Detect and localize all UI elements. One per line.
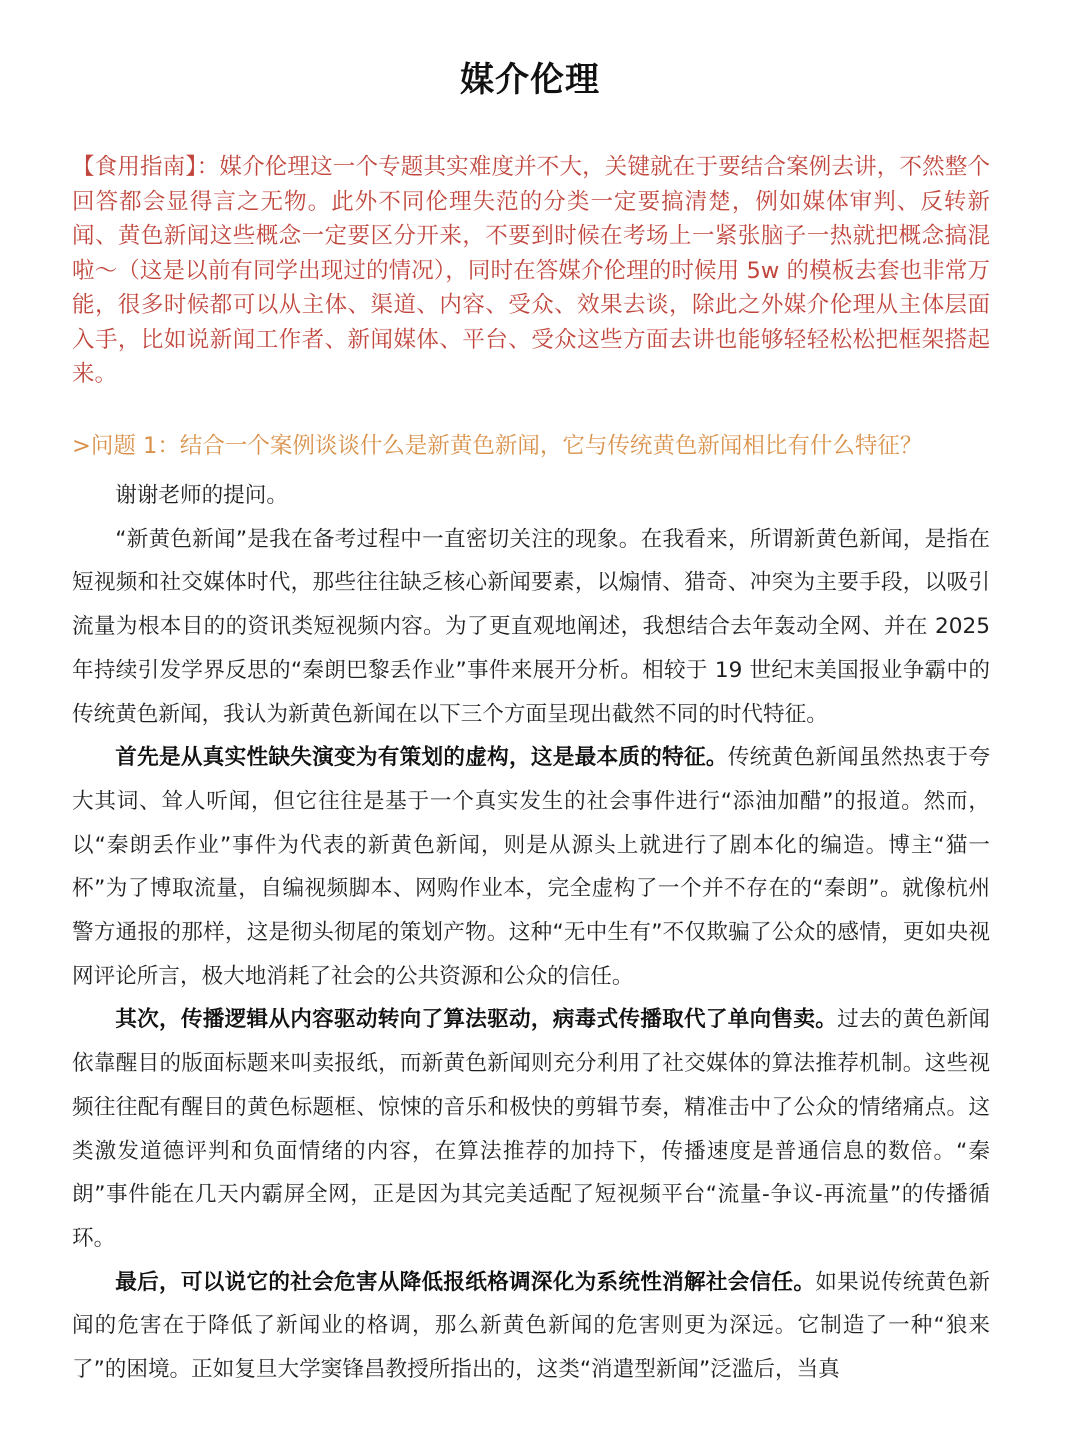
answer-paragraph xyxy=(72,998,990,1260)
answer-paragraph xyxy=(72,518,990,737)
question-heading: >问题 1：结合一个案例谈谈什么是新黄色新闻，它与传统黄色新闻相比有什么特征？ xyxy=(72,433,923,459)
answer-paragraph xyxy=(72,1261,990,1392)
usage-guide: 【食用指南】：媒介伦理这一个专题其实难度并不大，关键就在于要结合案例去讲，不然整个回答都会显得言之无物。此外不同伦理失范的分类一定要搞清楚，例如媒体审判、反转新闻、黄色新闻这些概念一定要区分开来，不要到时候在考场上一紧张脑子一热就把概念搞混啦～（这是以前有同学出现过的情况），同时在答媒介伦理的时候用 5w 的模板去套也非常万能，很多时候都可以从主体、渠道、内容、受众、效果去谈，除此之外媒介伦理从主体层面入手，比如说新闻工作者、新闻媒体、平台、受众这些方面去讲也能够轻轻松松把框架搭起来。 xyxy=(72,154,990,387)
paragraph-text: 传统黄色新闻虽然热衷于夸大其词、耸人听闻，但它往往是基于一个真实发生的社会事件进行“添油加醋”的报道。然而，以“秦朗丢作业”事件为代表的新黄色新闻，则是从源头上就进行了剧本化的编造。博主“猫一杯”为了博取流量，自编视频脚本、网购作业本，完全虚构了一个并不存在的“秦朗”。就像杭州警方通报的那样，这是彻头彻尾的策划产物。这种“无中生有”不仅欺骗了公众的感情，更如央视网评论所言，极大地消耗了社会的公共资源和公众的信任。 xyxy=(72,745,990,989)
paragraph-lead: 其次，传播逻辑从内容驱动转向了算法驱动，病毒式传播取代了单向售卖。 xyxy=(115,1007,838,1033)
paragraph-lead: 最后，可以说它的社会危害从降低报纸格调深化为系统性消解社会信任。 xyxy=(115,1269,816,1295)
answer-paragraph xyxy=(72,736,990,998)
paragraph-lead: 首先是从真实性缺失演变为有策划的虚构，这是最本质的特征。 xyxy=(115,745,728,771)
page-title: 媒介伦理 xyxy=(460,60,600,100)
answer-body xyxy=(72,474,990,1392)
paragraph-text: 过去的黄色新闻依靠醒目的版面标题来叫卖报纸，而新黄色新闻则充分利用了社交媒体的算法推荐机制。这些视频往往配有醒目的黄色标题框、惊悚的音乐和极快的剪辑节奏，精准击中了公众的情绪痛点。这类激发道德评判和负面情绪的内容，在算法推荐的加持下，传播速度是普通信息的数倍。“秦朗”事件能在几天内霸屏全网，正是因为其完美适配了短视频平台“流量-争议-再流量”的传播循环。 xyxy=(72,1007,990,1251)
paragraph-text: 如果说传统黄色新闻的危害在于降低了新闻业的格调，那么新黄色新闻的危害则更为深远。它制造了一种“狼来了”的困境。正如复旦大学窦锋昌教授所指出的，这类“消遣型新闻”泛滥后，当真 xyxy=(72,1269,990,1383)
answer-paragraph xyxy=(72,474,990,518)
paragraph-text: 谢谢老师的提问。 xyxy=(115,483,288,508)
paragraph-text: “新黄色新闻”是我在备考过程中一直密切关注的现象。在我看来，所谓新黄色新闻，是指在短视频和社交媒体时代，那些往往缺乏核心新闻要素，以煽情、猎奇、冲突为主要手段，以吸引流量为根本目的的资讯类短视频内容。为了更直观地阐述，我想结合去年轰动全网、并在 2025 年持续引发学界反思的“秦朗巴黎丢作业”事件来展开分析。相较于 19 世纪末美国报业争霸中的传统黄色新闻，我认为新黄色新闻在以下三个方面呈现出截然不同的时代特征。 xyxy=(72,526,990,727)
